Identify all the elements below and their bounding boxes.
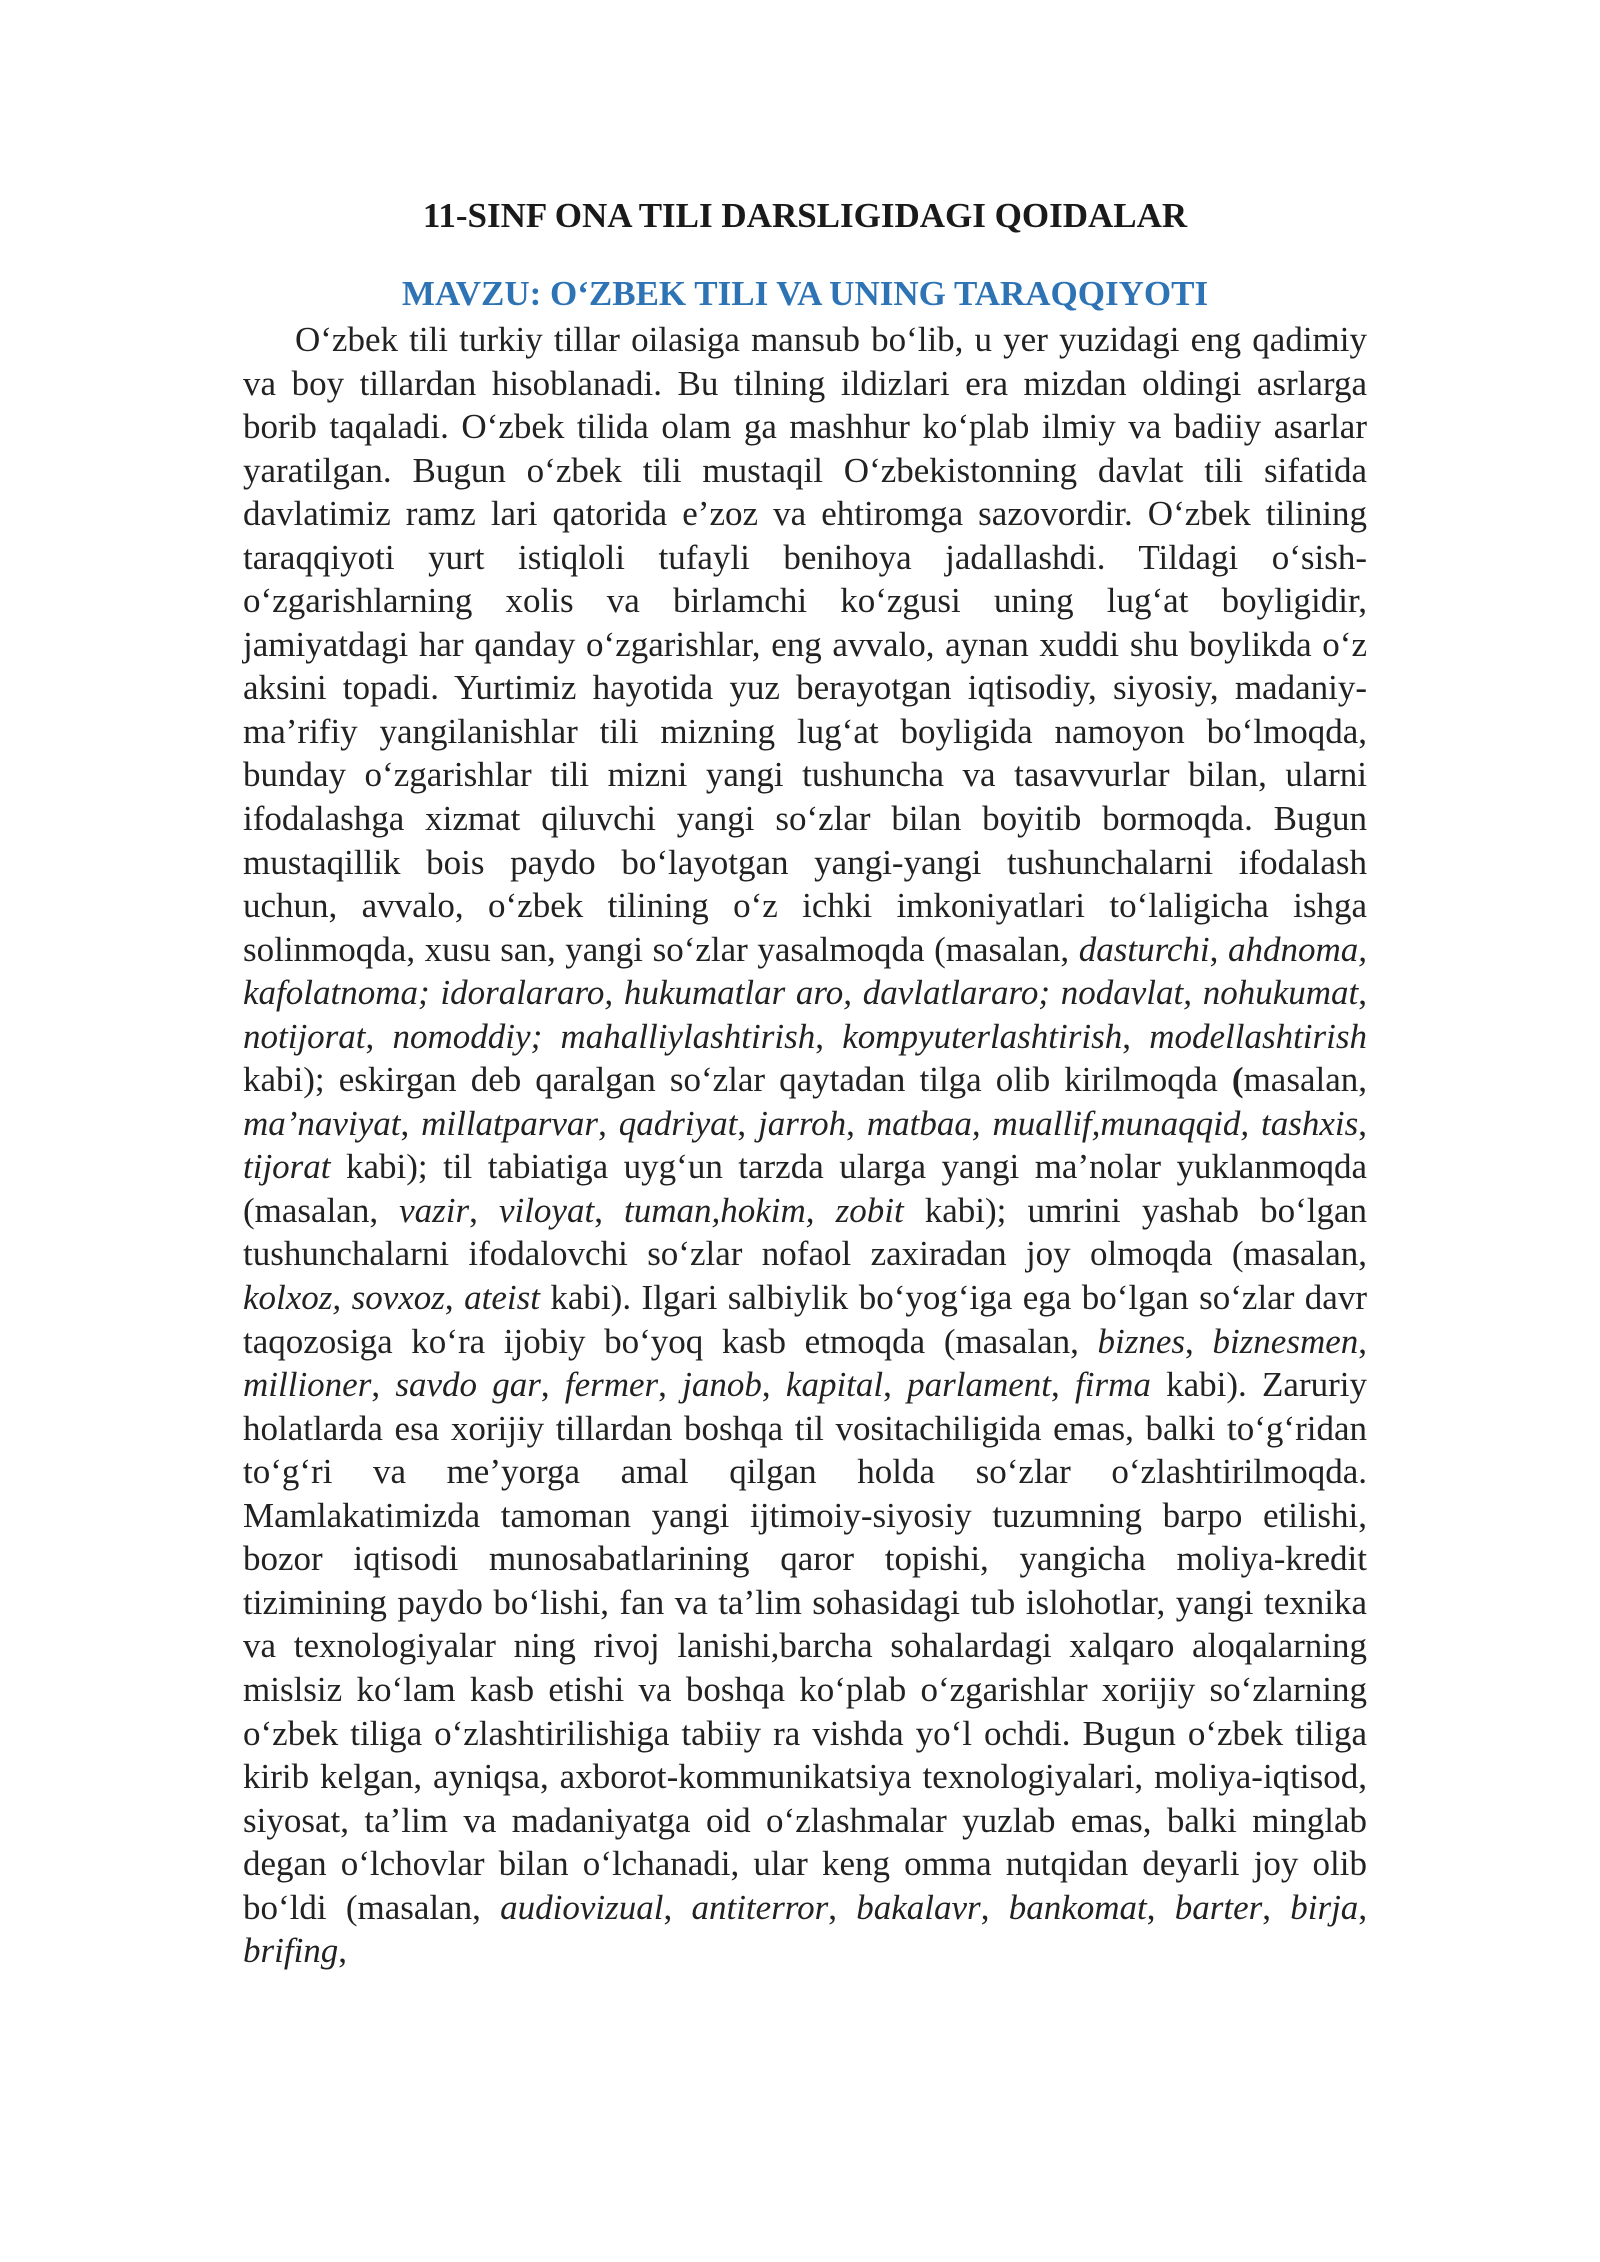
italic-term: kolxoz, sovxoz: [243, 1278, 445, 1318]
text-run: ,: [1358, 973, 1367, 1013]
italic-term: qadriyat: [618, 1103, 738, 1143]
italic-term: fermer: [564, 1365, 659, 1405]
text-run: kabi). Ilgari salbiylik bo‘yog‘iga ega bo‘lgan so‘zlar davr taqozosiga ko‘ra ijobiy bo‘yoq kasb etmoqda (masalan,: [243, 1278, 1367, 1361]
italic-term: firma: [1075, 1365, 1151, 1405]
italic-term: ateist: [464, 1278, 540, 1318]
text-run: masalan,: [1243, 1060, 1367, 1100]
italic-term: vazir: [399, 1190, 470, 1230]
text-run: kabi); eskirgan deb qaralgan so‘zlar qaytadan tilga olib kirilmoqda: [243, 1060, 1232, 1100]
bold-mark: (: [1231, 1060, 1244, 1100]
text-run: ,: [365, 1016, 393, 1056]
italic-term: janob: [682, 1365, 762, 1405]
text-run: ,: [883, 1365, 908, 1405]
italic-term: biznesmen: [1212, 1321, 1359, 1361]
text-run: O‘zbek tili turkiy tillar oilasiga mansub bo‘lib, u yer yuzidagi eng qadimiy va boy tillardan hisoblanadi. Bu tilning ildizlari era mizdan oldingi asrlarga borib taqaladi. O‘zbek tilida olam ga mashhur ko‘plab ilmiy va badiiy asarlar yaratilgan. Bugun o‘zbek tili mustaqil O‘zbekistonning davlat tili sifatida davlatimiz ramz lari qatorida e’zoz va ehtiromga sazovordir. O‘zbek tilining taraqqiyoti yurt istiqloli tufayli benihoya jadallashdi. Tildagi o‘sish-o‘zgarishlarning xolis va birlamchi ko‘zgusi uning lug‘at boyligidir, jamiyatdagi har qanday o‘zgarishlar, eng avvalo, aynan xuddi shu boylikda o‘z aksini topadi. Yurtimiz hayotida yuz berayotgan iqtisodiy, siyosiy, madaniy-ma’rifiy yangilanishlar tili mizning lug‘at boyligida namoyon bo‘lmoqda, bunday o‘zgarishlar tili mizni yangi tushuncha va tasavvurlar bilan, ularni ifodalashga xizmat qiluvchi yangi so‘zlar bilan boyitib bormoqda. Bugun mustaqillik bois paydo bo‘layotgan yangi-yangi tushunchalarni ifodalash uchun, avvalo, o‘zbek tilining o‘z ichki imkoniyatlari to‘laligicha ishga solinmoqda, xusu san, yangi so‘zlar yasalmoqda (masalan,: [243, 320, 1367, 969]
italic-term: bakalavr: [856, 1887, 981, 1927]
text-run: ,: [1051, 1365, 1076, 1405]
italic-term: jarroh: [757, 1103, 847, 1143]
text-run: ,: [1358, 1887, 1368, 1927]
italic-term: antiterror: [691, 1887, 829, 1927]
italic-term: tijorat: [243, 1147, 331, 1187]
italic-term: millioner: [243, 1365, 372, 1405]
italic-term: savdo gar: [395, 1365, 541, 1405]
text-run: ,: [371, 1365, 396, 1405]
text-run: ,: [1146, 1887, 1175, 1927]
text-run: ,: [658, 1365, 683, 1405]
text-run: kabi); til tabiatiga uyg‘un tarzda ularga yangi ma’nolar yuklanmoqda (masalan,: [243, 1147, 1367, 1230]
text-run: ,: [1358, 1321, 1367, 1361]
italic-term: biznes: [1097, 1321, 1186, 1361]
italic-term: millatparvar: [421, 1103, 599, 1143]
text-run: ,: [663, 1887, 692, 1927]
document-title: 11-SINF ONA TILI DARSLIGIDAGI QOIDALAR: [422, 196, 1188, 235]
italic-term: bankomat: [1008, 1887, 1147, 1927]
italic-term: modellashtirish: [1149, 1016, 1367, 1056]
italic-term: kompyuterlashtirish: [842, 1016, 1123, 1056]
italic-term: kapital: [785, 1365, 884, 1405]
body-paragraph: [243, 318, 1367, 1973]
text-run: ,: [400, 1103, 422, 1143]
document-page: [243, 190, 1367, 1973]
italic-term: ma’naviyat: [243, 1103, 401, 1143]
text-run: ,: [761, 1365, 786, 1405]
italic-term: dasturchi: [1078, 929, 1210, 969]
text-run: ,: [1185, 1321, 1213, 1361]
text-run: ,: [980, 1887, 1009, 1927]
italic-term: ahdnoma, kafolatnoma; idoralararo, hukumatlar aro, davlatlararo; nodavlat, nohukumat: [243, 929, 1368, 1013]
text-run: ,: [846, 1103, 867, 1143]
text-run: ,: [828, 1887, 857, 1927]
text-run: ,: [469, 1190, 499, 1230]
text-run: ,: [540, 1365, 565, 1405]
text-run: ,: [598, 1103, 619, 1143]
italic-term: tuman,hokim, zobit: [624, 1190, 904, 1230]
text-run: ,: [815, 1016, 843, 1056]
italic-term: viloyat: [498, 1190, 595, 1230]
text-run: ,: [444, 1278, 465, 1318]
italic-term: audiovizual: [500, 1887, 664, 1927]
text-run: ,: [737, 1103, 758, 1143]
italic-term: birja: [1290, 1887, 1359, 1927]
italic-term: brifing: [243, 1931, 339, 1971]
text-run: ,: [338, 1931, 348, 1971]
italic-term: barter: [1174, 1887, 1263, 1927]
text-run: kabi). Zaruriy holatlarda esa xorijiy tillardan boshqa til vositachiligida emas, balki to‘g‘ridan to‘g‘ri va me’yorga amal qilgan holda so‘zlar o‘zlashtirilmoqda. Mamlakatimizda tamoman yangi ijtimoiy-siyosiy tuzumning barpo etilishi, bozor iqtisodi munosabatlarining qaror topishi, yangicha moliya-kredit tizimining paydo bo‘lishi, fan va ta’lim sohasidagi tub islohotlar, yangi texnika va texnologiyalar ning rivoj lanishi,barcha sohalardagi xalqaro aloqalarning mislsiz ko‘lam kasb etishi va boshqa ko‘plab o‘zgarishlar xorijiy so‘zlarning o‘zbek tiliga o‘zlashtirilishiga tabiiy ra vishda yo‘l ochdi. Bugun o‘zbek tiliga kirib kelgan, ayniqsa, axborot-kommunikatsiya texnologiyalari, moliya-iqtisod, siyosat, ta’lim va madaniyatga oid o‘zlashmalar yuzlab emas, balki minglab degan o‘lchovlar bilan o‘lchanadi, ular keng omma nutqidan deyarli joy olib bo‘ldi (masalan,: [243, 1365, 1367, 1927]
italic-term: parlament: [907, 1365, 1052, 1405]
text-run: ,: [1262, 1887, 1291, 1927]
italic-term: nomoddiy; mahalliylashtirish: [392, 1016, 816, 1056]
text-run: ,: [594, 1190, 625, 1230]
text-run: ,: [1122, 1016, 1150, 1056]
italic-term: matbaa, muallif,munaqqid, tashxis: [866, 1103, 1359, 1143]
text-run: kabi); umrini yashab bo‘lgan tushunchalarni ifodalovchi so‘zlar nofaol zaxiradan joy olmoqda (masalan,: [243, 1190, 1367, 1274]
text-run: ,: [1358, 1103, 1368, 1143]
italic-term: notijorat: [243, 1016, 366, 1056]
topic-heading: MAVZU: O‘ZBEK TILI VA UNING TARAQQIYOTI: [401, 274, 1209, 313]
text-run: ,: [1209, 929, 1228, 969]
